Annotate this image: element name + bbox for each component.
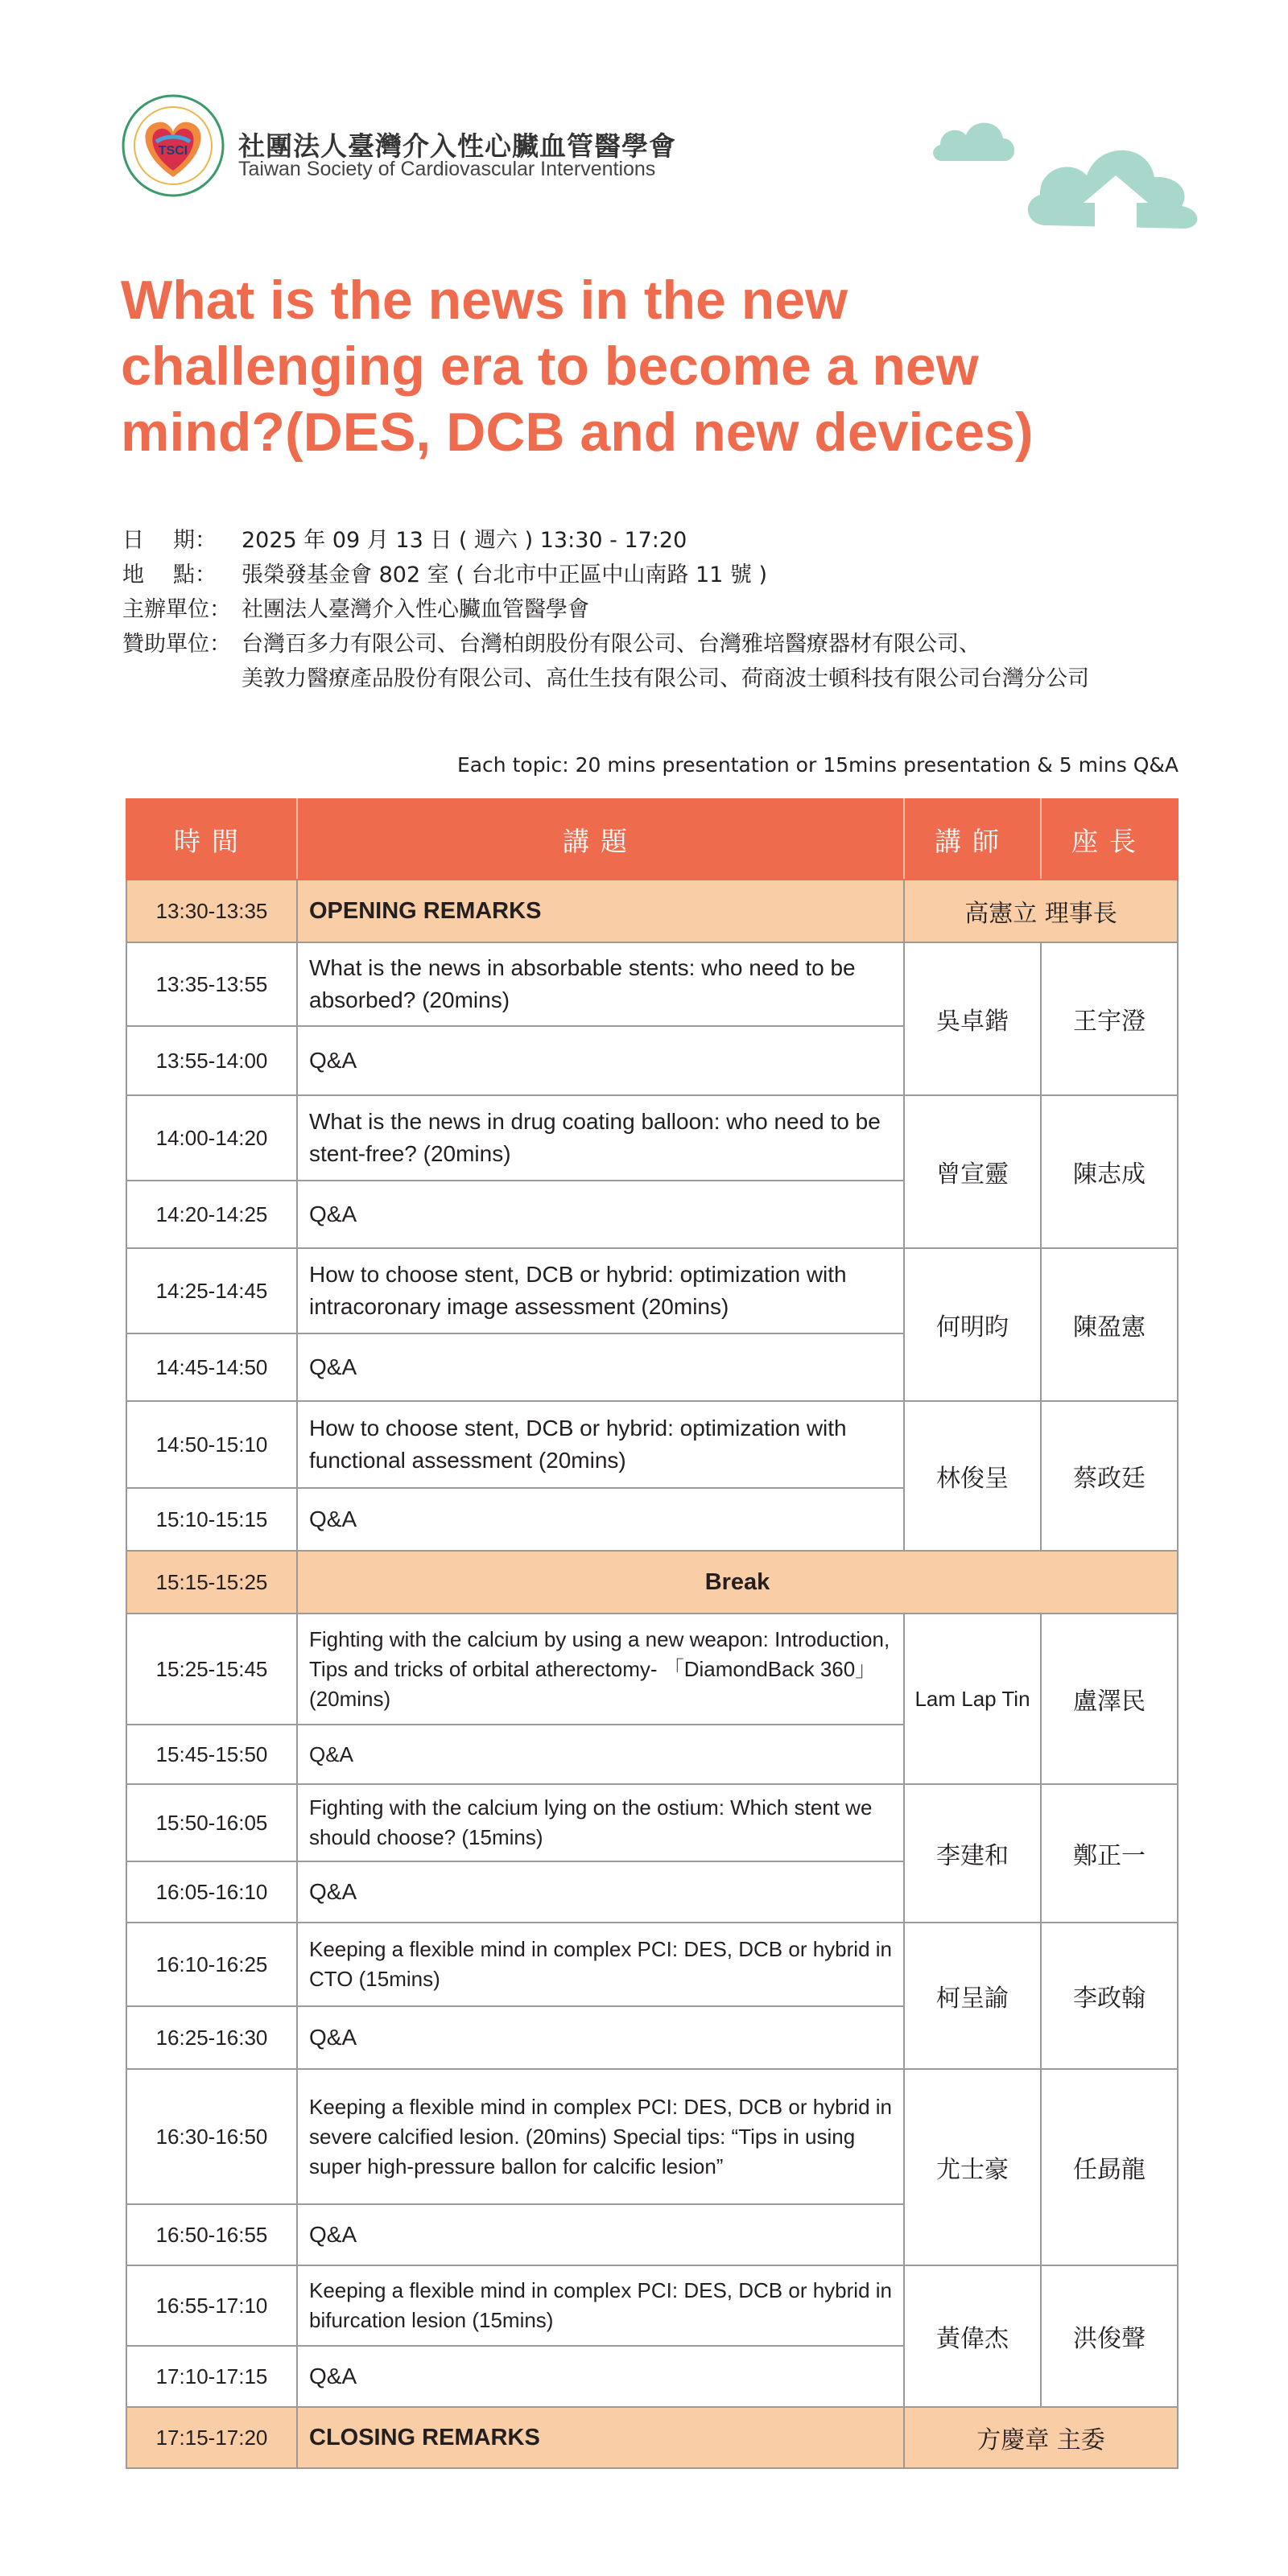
title-line: mind?(DES, DCB and new devices) [121,402,1034,463]
table-row [126,1614,1178,1725]
speaker-cell: Lam Lap Tin [904,1614,1041,1784]
header-topic: 講題 [297,799,904,880]
time-cell: 16:50-16:55 [126,2204,297,2265]
qa-cell: Q&A [297,1861,904,1923]
chair-cell: 王宇澄 [1041,942,1178,1095]
date-value: 2025 年 09 月 13 日 ( 週六 ) 13:30 - 17:20 [242,528,687,553]
page-title [121,267,1191,465]
qa-cell: Q&A [297,1488,904,1551]
time-cell: 15:45-15:50 [126,1725,297,1784]
table-row [126,942,1178,1026]
header-time: 時間 [126,799,297,880]
schedule-table [126,798,1179,2469]
speaker-cell: 李建和 [904,1784,1041,1923]
topic-cell: OPENING REMARKS [297,880,904,942]
sponsor-row: 贊助單位： 台灣百多力有限公司、台灣柏朗股份有限公司、台灣雅培醫療器材有限公司、 美敦力醫療產品股份有限公司、高仕生技有限公司、荷商波士頓科技有限公司台灣分公司 [122,627,1217,696]
chair-cell: 陳盈憲 [1041,1248,1178,1401]
chair-cell: 蔡政廷 [1041,1401,1178,1551]
topic-note: Each topic: 20 mins presentation or 15mins presentation & 5 mins Q&A [456,753,1179,777]
topic-cell: Keeping a flexible mind in complex PCI: DES, DCB or hybrid in CTO (15mins) [297,1923,904,2006]
table-row [126,1551,1178,1614]
time-cell: 14:25-14:45 [126,1248,297,1333]
place-row: 地點： 張榮發基金會 802 室 ( 台北市中正區中山南路 11 號 ) [122,558,1217,592]
time-cell: 14:20-14:25 [126,1181,297,1248]
table-row [126,1095,1178,1181]
time-cell: 17:15-17:20 [126,2407,297,2468]
cloud-icon [933,123,1014,161]
table-row [126,880,1178,942]
host-value: 社團法人臺灣介入性心臟血管醫學會 [242,597,589,622]
chair-cell: 李政翰 [1041,1923,1178,2069]
chair-cell: 任勗龍 [1041,2069,1178,2265]
place-value: 張榮發基金會 802 室 ( 台北市中正區中山南路 11 號 ) [242,563,768,587]
time-cell: 15:15-15:25 [126,1551,297,1614]
host-label: 主辦單位 [122,597,209,622]
topic-cell: What is the news in drug coating balloon: who need to be stent-free? (20mins) [297,1095,904,1181]
org-name-en: Taiwan Society of Cardiovascular Interventions [238,158,656,180]
speaker-cell: 吳卓鍇 [904,942,1041,1095]
speaker-cell: 林俊呈 [904,1401,1041,1551]
qa-cell: Q&A [297,2204,904,2265]
time-cell: 14:50-15:10 [126,1401,297,1488]
time-cell: 16:05-16:10 [126,1861,297,1923]
time-cell: 14:45-14:50 [126,1333,297,1401]
chair-cell: 鄭正一 [1041,1784,1178,1923]
sponsor-label: 贊助單位 [122,632,209,657]
chair-cell: 洪俊聲 [1041,2265,1178,2407]
topic-cell: How to choose stent, DCB or hybrid: optimization with functional assessment (20mins) [297,1401,904,1488]
time-cell: 16:10-16:25 [126,1923,297,2006]
time-cell: 16:55-17:10 [126,2265,297,2346]
qa-cell: Q&A [297,1725,904,1784]
qa-cell: Q&A [297,1333,904,1401]
header-speaker: 講師 [904,799,1041,880]
chair-cell: 方慶章 主委 [904,2407,1178,2468]
topic-cell: Keeping a flexible mind in complex PCI: DES, DCB or hybrid in bifurcation lesion (15mins) [297,2265,904,2346]
place-label: 地 [122,563,173,587]
table-row [126,1401,1178,1488]
date-row: 日期： 2025 年 09 月 13 日 ( 週六 ) 13:30 - 17:20 [122,523,1217,558]
header-chair: 座長 [1041,799,1178,880]
qa-cell: Q&A [297,2346,904,2407]
title-line: challenging era to become a new [121,336,979,397]
table-row [126,2069,1178,2204]
date-label: 日 [122,528,173,553]
logo-text: TSCI [158,144,188,158]
break-cell: Break [297,1551,1178,1614]
chair-cell: 高憲立 理事長 [904,880,1178,942]
time-cell: 15:50-16:05 [126,1784,297,1861]
org-name-cn: 社團法人臺灣介入性心臟血管醫學會 [238,130,676,162]
sponsor-line: 美敦力醫療產品股份有限公司、高仕生技有限公司、荷商波士頓科技有限公司台灣分公司 [242,666,1089,691]
topic-cell: How to choose stent, DCB or hybrid: optimization with intracoronary image assessment (20mins) [297,1248,904,1333]
speaker-cell: 何明昀 [904,1248,1041,1401]
chair-cell: 陳志成 [1041,1095,1178,1248]
topic-cell: Fighting with the calcium by using a new weapon: Introduction, Tips and tricks of orbital atherectomy- 「DiamondBack 360」 (20mins) [297,1614,904,1725]
time-cell: 17:10-17:15 [126,2346,297,2407]
topic-cell: Fighting with the calcium lying on the ostium: Which stent we should choose? (15mins) [297,1784,904,1861]
time-cell: 13:55-14:00 [126,1026,297,1095]
topic-cell: Keeping a flexible mind in complex PCI: DES, DCB or hybrid in severe calcified lesion. (20mins) Special tips: “Tips in using super high-pressure ballon for calcific lesion” [297,2069,904,2204]
speaker-cell: 柯呈諭 [904,1923,1041,2069]
title-line: What is the news in the new [121,270,848,331]
speaker-cell: 尤士豪 [904,2069,1041,2265]
table-row [126,2407,1178,2468]
host-row: 主辦單位： 社團法人臺灣介入性心臟血管醫學會 [122,592,1217,627]
time-cell: 15:10-15:15 [126,1488,297,1551]
time-cell: 16:25-16:30 [126,2006,297,2069]
time-cell: 16:30-16:50 [126,2069,297,2204]
cloud-house-decoration [926,89,1248,241]
qa-cell: Q&A [297,1026,904,1095]
event-info [122,523,1217,696]
speaker-cell: 曾宣靈 [904,1095,1041,1248]
qa-cell: Q&A [297,2006,904,2069]
sponsor-line: 台灣百多力有限公司、台灣柏朗股份有限公司、台灣雅培醫療器材有限公司、 [242,632,980,657]
topic-cell: CLOSING REMARKS [297,2407,904,2468]
time-cell: 15:25-15:45 [126,1614,297,1725]
society-logo [121,93,225,198]
chair-cell: 盧澤民 [1041,1614,1178,1784]
table-row [126,2265,1178,2346]
topic-cell: What is the news in absorbable stents: who need to be absorbed? (20mins) [297,942,904,1026]
table-row [126,1923,1178,2006]
time-cell: 13:30-13:35 [126,880,297,942]
table-row [126,1248,1178,1333]
speaker-cell: 黃偉杰 [904,2265,1041,2407]
time-cell: 13:35-13:55 [126,942,297,1026]
time-cell: 14:00-14:20 [126,1095,297,1181]
table-row [126,1784,1178,1861]
qa-cell: Q&A [297,1181,904,1248]
